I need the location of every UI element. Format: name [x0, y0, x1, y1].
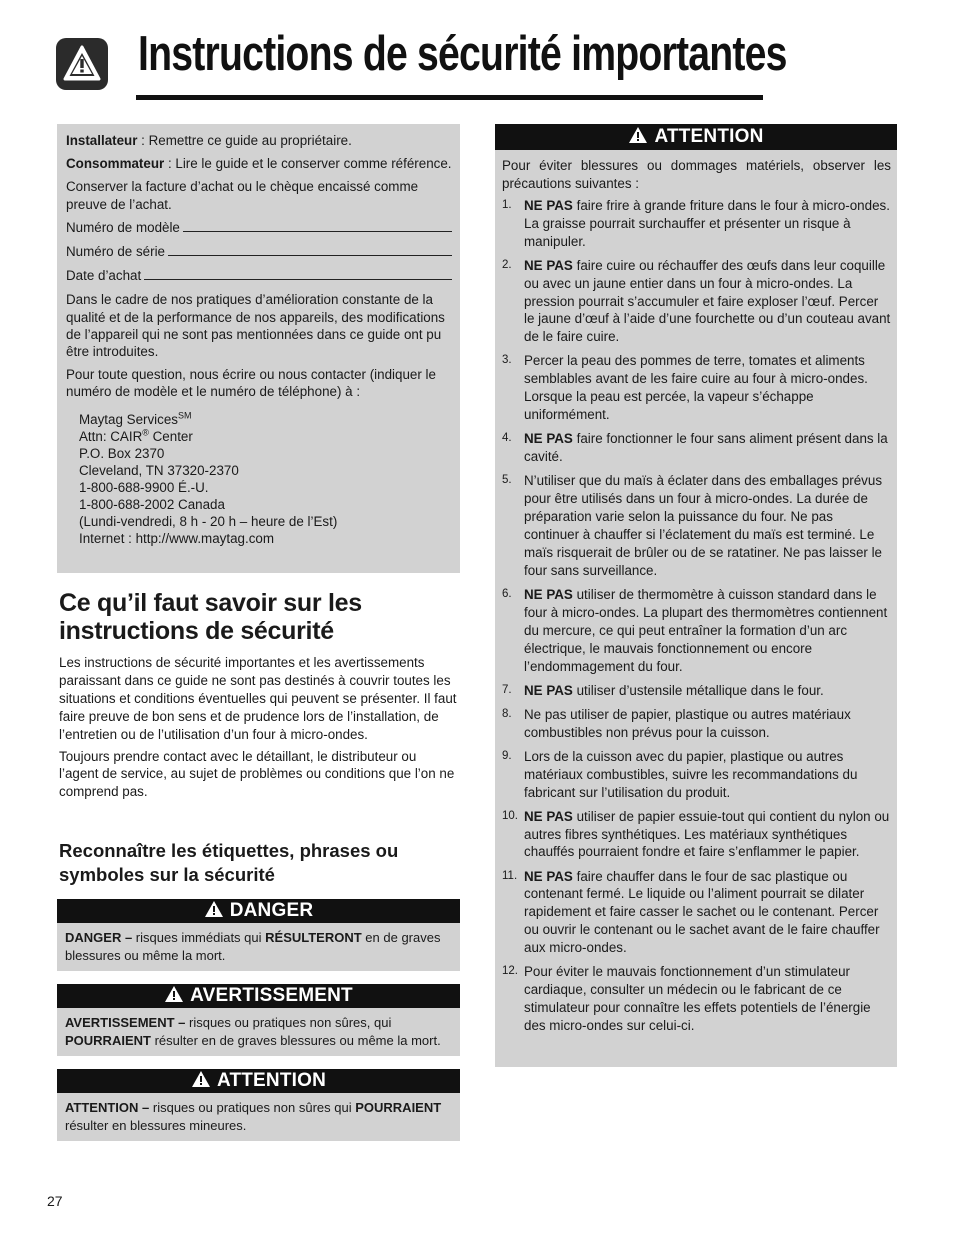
- list-item: [502, 748, 891, 802]
- list-item-number: 5.: [502, 474, 512, 487]
- list-item-number: 6.: [502, 587, 512, 600]
- list-item-number: 10.: [502, 809, 518, 822]
- warning-icon: [56, 38, 108, 90]
- warning-triangle-icon: [204, 900, 224, 925]
- warning-box: [57, 984, 460, 1056]
- danger-box: [57, 899, 460, 971]
- serial-number-field: Numéro de série: [66, 243, 452, 260]
- list-item-text: Percer la peau des pommes de terre, tomates et aliments semblables avant de les faire cuire au four à micro-ondes. Lorsque la peau est percée, la vapeur s’échappe uniformément.: [524, 353, 868, 423]
- list-item-number: 2.: [502, 258, 512, 271]
- danger-text: DANGER – risques immédiats qui RÉSULTERONT en de graves blessures ou même la mort.: [57, 923, 460, 971]
- list-item-number: 4.: [502, 432, 512, 445]
- receipt-note: Conserver la facture d’achat ou le chèque encaissé comme preuve de l’achat.: [66, 179, 419, 212]
- list-item-text: Ne pas utiliser de papier, plastique ou autres matériaux combustibles non prévus pour la cuisson.: [524, 706, 851, 740]
- section-body-know: Les instructions de sécurité importantes et les avertissements paraissant dans ce guide ne sont pas destinés à couvrir toutes les situations et conditions éventuelles qui peuvent se présenter. Il faut faire preuve de bon sens et de prudence lors de l’installation, de l’entretien ou de l’utilisation d’un four à micro-ondes. Toujours prendre contact avec le détaillant, le distributeur ou l’agent de service, au sujet de problèmes ou conditions que l’on ne comprend pas.: [59, 655, 457, 800]
- warning-header: AVERTISSEMENT: [57, 984, 460, 1008]
- attention-precautions-box: [495, 124, 897, 1067]
- page-number: 27: [47, 1193, 63, 1209]
- danger-header: DANGER: [57, 899, 460, 923]
- caution-text: ATTENTION – risques ou pratiques non sûres qui POURRAIENT résulter en blessures mineures.: [57, 1093, 460, 1141]
- list-item: [502, 963, 891, 1035]
- list-item-text: NE PAS faire chauffer dans le four de sac plastique ou contenant fermé. Le liquide ou l’aliment pourrait se dilater rapidement et faire casser le sachet ou le contenant. Percer ou ouvrir le contenant ou le sachet avant de le faire chauffer aux micro-ondes.: [524, 868, 880, 956]
- list-item: [502, 808, 891, 862]
- purchase-date-field: Date d’achat: [66, 267, 452, 284]
- attention-header: ATTENTION: [495, 124, 897, 150]
- section-heading-labels: Reconnaître les étiquettes, phrases ou symboles sur la sécurité: [59, 840, 399, 885]
- list-item-number: 8.: [502, 707, 512, 720]
- list-item: [502, 586, 891, 676]
- list-item-text: NE PAS utiliser de papier essuie-tout qui contient du nylon ou autres fibres synthétiques. Les matériaux synthétiques chauffés pourraient fondre et faire s’enflammer le papier.: [524, 808, 890, 860]
- list-item-number: 11.: [502, 869, 518, 882]
- caution-header: ATTENTION: [57, 1069, 460, 1093]
- list-item: [502, 868, 891, 958]
- list-item: [502, 706, 891, 742]
- warning-triangle-icon: [164, 985, 184, 1010]
- model-number-field: Numéro de modèle: [66, 219, 452, 236]
- list-item: [502, 352, 891, 424]
- attention-intro: Pour éviter blessures ou dommages matériels, observer les précautions suivantes :: [502, 158, 891, 191]
- list-item-text: NE PAS faire frire à grande friture dans le four à micro-ondes. La graisse pourrait surchauffer et présenter un risque à manipuler.: [524, 197, 890, 249]
- owner-info-box: [57, 124, 460, 573]
- list-item-number: 7.: [502, 683, 512, 696]
- service-address: Maytag Services℠ Attn: CAIR® Center P.O. Box 2370 Cleveland, TN 37320-2370 1-800-688-9900 É.-U. 1-800-688-2002 Canada (Lundi-vendredi, 8 h - 20 h – heure de l’Est) Internet : http://www.maytag.com: [79, 411, 452, 547]
- website-link[interactable]: Internet : http://www.maytag.com: [79, 530, 274, 546]
- list-item-text: N’utiliser que du maïs à éclater dans des emballages prévus pour être utilisés dans un four à micro-ondes. La durée de préparation varie selon la puissance du four. Ne pas continuer à chauffer si l’éclatement du maïs est terminé. Le maïs risquerait de brûler ou de se ratatiner. Ne pas laisser le four sans surveillance.: [524, 473, 883, 578]
- list-item: [502, 430, 891, 466]
- list-item-number: 12.: [502, 965, 518, 978]
- warning-text: AVERTISSEMENT – risques ou pratiques non sûres, qui POURRAIENT résulter en de graves blessures ou même la mort.: [57, 1008, 460, 1056]
- precaution-list: [502, 197, 891, 1035]
- improvement-note: Dans le cadre de nos pratiques d’amélioration constante de la qualité et de la performance de nos appareils, des modifications de l’appareil qui ne sont pas mentionnées dans ce guide ont pu être introduites.: [66, 292, 445, 360]
- list-item: [502, 197, 891, 251]
- list-item-text: NE PAS utiliser d’ustensile métallique dans le four.: [524, 682, 824, 698]
- warning-triangle-icon: [628, 126, 648, 152]
- installer-note: Installateur : Remettre ce guide au propriétaire.: [66, 133, 352, 148]
- list-item: [502, 682, 891, 700]
- contact-note: Pour toute question, nous écrire ou nous contacter (indiquer le numéro de modèle et le numéro de téléphone) à :: [66, 367, 436, 400]
- list-item-number: 9.: [502, 749, 512, 762]
- title-rule: [136, 95, 763, 100]
- section-heading-know: Ce qu’il faut savoir sur les instructions de sécurité: [59, 589, 362, 645]
- list-item: [502, 472, 891, 579]
- list-item-text: NE PAS faire cuire ou réchauffer des œufs dans leur coquille ou avec un jaune entier dans un four à micro-ondes. La pression pourrait s’accumuler et faire exploser l’œuf. Percer le jaune d’œuf à l’aide d’une fourchette ou d’un couteau avant de le faire cuire.: [524, 257, 891, 345]
- list-item: [502, 257, 891, 347]
- list-item-text: NE PAS faire fonctionner le four sans aliment présent dans la cavité.: [524, 431, 888, 465]
- list-item-number: 3.: [502, 354, 512, 367]
- list-item-number: 1.: [502, 198, 512, 211]
- list-item-text: Lors de la cuisson avec du papier, plastique ou autres matériaux combustibles, suivre les recommandations du fabricant sur l’utilisation du produit.: [524, 748, 858, 800]
- list-item-text: Pour éviter le mauvais fonctionnement d’un stimulateur cardiaque, consulter un médecin ou le fabricant de ce stimulateur pour connaître les effets potentiels de l’énergie des micro-ondes sur celui-ci.: [524, 964, 871, 1033]
- warning-triangle-icon: [191, 1070, 211, 1095]
- consumer-note: Consommateur : Lire le guide et le conserver comme référence.: [66, 156, 452, 172]
- caution-box: [57, 1069, 460, 1141]
- attention-body: [495, 150, 897, 1067]
- list-item-text: NE PAS utiliser de thermomètre à cuisson standard dans le four à micro-ondes. La plupart des thermomètres contiennent du mercure, ce qui peut entraîner la formation d’un arc électrique, le mauvais fonctionnement ou encore l’endommagement du four.: [524, 586, 888, 674]
- page-title: Instructions de sécurité importantes: [138, 27, 787, 81]
